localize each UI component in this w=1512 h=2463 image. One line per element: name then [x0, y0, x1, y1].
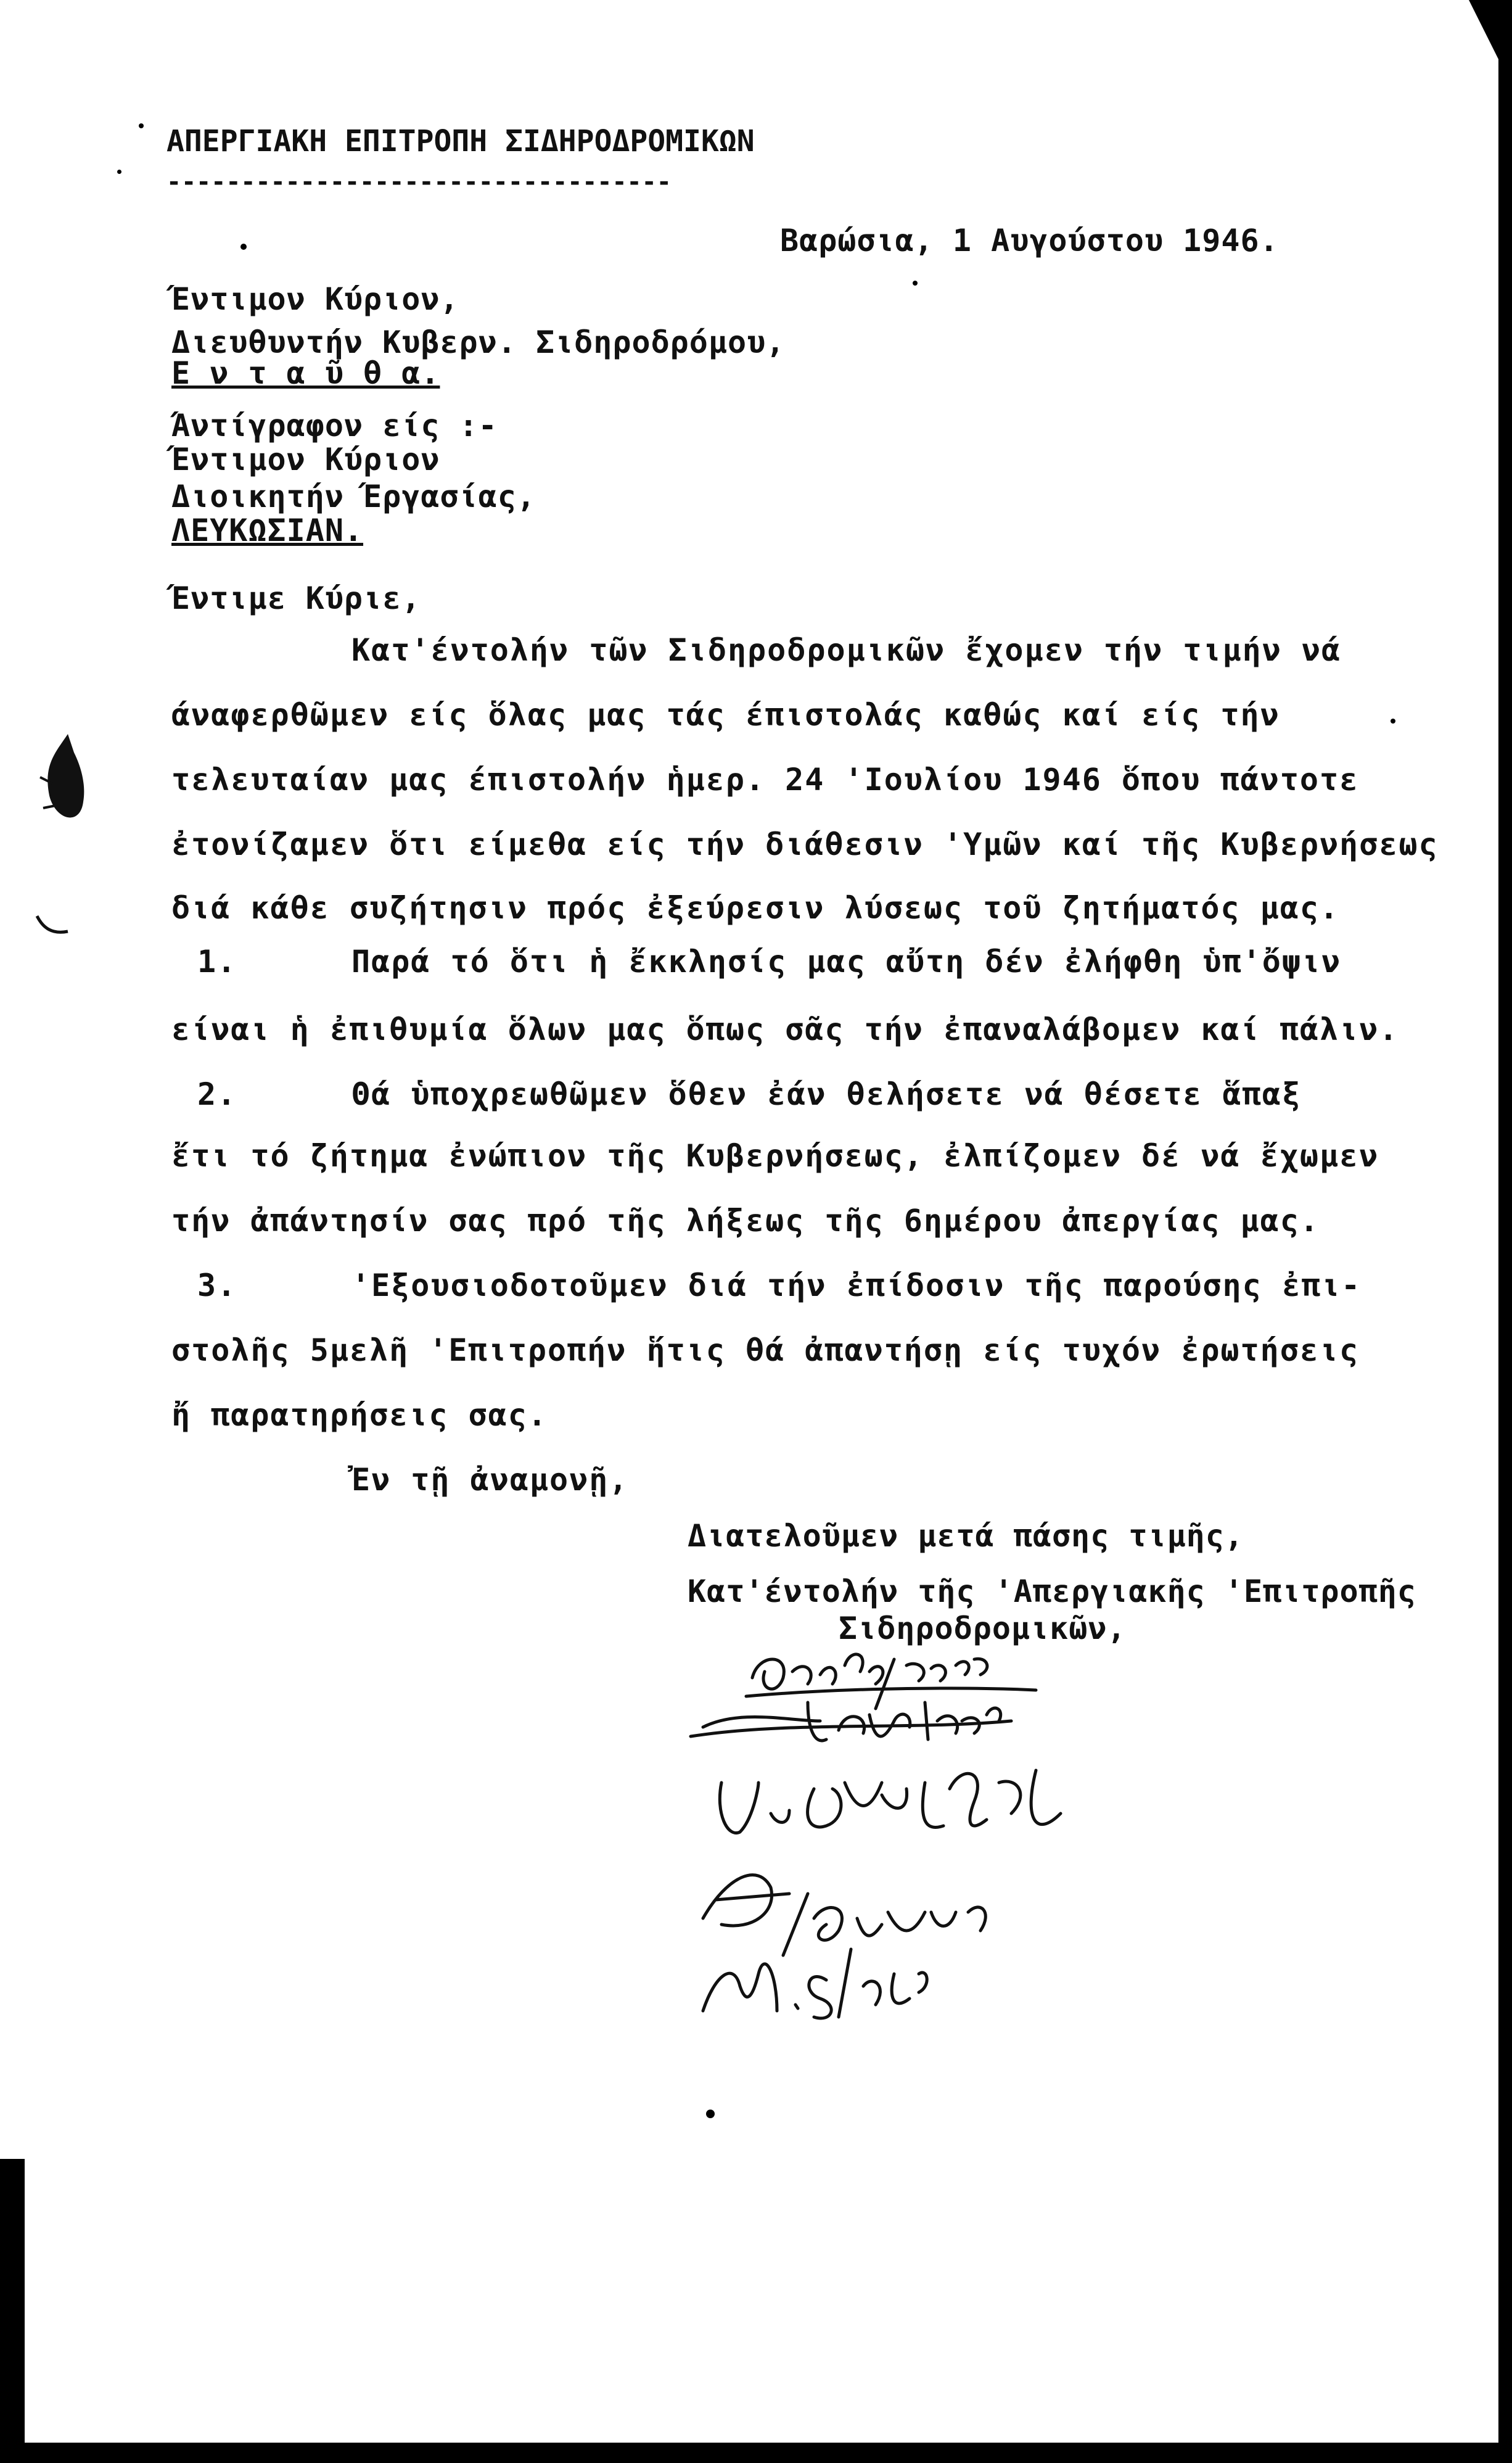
body-line-5: διά κάθε συζήτησιν πρός ἐξεύρεσιν λύσεως τοῦ ζητήματός μας.	[171, 890, 1340, 926]
item-number-3: 3.	[197, 1268, 237, 1303]
scan-speck-5	[139, 123, 144, 128]
closing-line-1: Διατελοῦμεν μετά πάσης τιμῆς,	[688, 1518, 1244, 1554]
body-line-12: στολῆς 5μελῆ 'Επιτροπήν ἥτις θά ἀπαντήσῃ είς τυχόν ἐρωτήσεις	[171, 1332, 1360, 1368]
item-number-1: 1.	[197, 944, 237, 980]
body-line-13: ἤ παρατηρήσεις σας.	[171, 1397, 548, 1433]
scan-speck-2	[913, 281, 918, 286]
salutation: Έντιμε Κύριε,	[171, 580, 421, 616]
awaiting-line: Ἐν τῇ ἀναμονῇ,	[351, 1462, 629, 1498]
copy-to-line-4: ΛΕΥΚΩΣΙΑΝ.	[171, 513, 364, 548]
letterhead-committee: ΑΠΕΡΓΙΑΚΗ ΕΠΙΤΡΟΠΗ ΣΙΔΗΡΟΔΡΟΜΙΚΩΝ	[166, 124, 755, 159]
item-number-2: 2.	[197, 1076, 237, 1112]
recipient-line-1: Έντιμον Κύριον,	[171, 281, 459, 317]
letterhead-rule: ----------------------------------	[166, 168, 672, 196]
closing-line-2: Κατ'έντολήν τῆς 'Απεργιακῆς 'Επιτροπῆς	[688, 1574, 1416, 1609]
copy-to-line-3: Διοικητήν Έργασίας,	[171, 479, 536, 514]
recipient-line-3: Ε ν τ α ῦ θ α.	[171, 355, 440, 391]
scan-mark-left	[34, 913, 71, 938]
scan-speck-6	[117, 170, 121, 174]
handwritten-signatures	[666, 1628, 1283, 2029]
scan-edge-bottom-left	[0, 2159, 25, 2463]
scan-edge-right	[1498, 0, 1512, 2463]
body-line-7: είναι ἡ ἐπιθυμία ὅλων μας ὅπως σᾶς τήν ἐπαναλάβομεν καί πάλιν.	[171, 1012, 1399, 1047]
copy-to-line-1: Άντίγραφον είς :-	[171, 408, 498, 444]
body-line-8: Θά ὑποχρεωθῶμεν ὅθεν ἐάν θελήσετε νά θέσετε ἅπαξ	[351, 1076, 1302, 1112]
ink-blot	[31, 728, 99, 839]
closing-line-3: Σιδηροδρομικῶν,	[839, 1611, 1127, 1646]
scan-speck-3	[1391, 719, 1395, 724]
scan-edge-bottom	[0, 2443, 1512, 2463]
body-line-9: ἔτι τό ζήτημα ἐνώπιον τῆς Κυβερνήσεως, ἐλπίζομεν δέ νά ἔχωμεν	[171, 1138, 1379, 1174]
copy-to-line-2: Έντιμον Κύριον	[171, 442, 440, 477]
body-line-11: 'Εξουσιοδοτοῦμεν διά τήν ἐπίδοσιν τῆς παρούσης ἐπι-	[351, 1268, 1362, 1303]
scan-speck-4	[706, 2110, 715, 2118]
body-line-2: άναφερθῶμεν είς ὅλας μας τάς έπιστολάς καθώς καί είς τήν	[171, 697, 1280, 733]
body-line-1: Κατ'έντολήν τῶν Σιδηροδρομικῶν ἔχομεν τήν τιμήν νά	[351, 632, 1342, 668]
date-line: Βαρώσια, 1 Αυγούστου 1946.	[780, 223, 1279, 258]
body-line-4: ἐτονίζαμεν ὅτι είμεθα είς τήν διάθεσιν 'Υμῶν καί τῆς Κυβερνήσεως	[171, 827, 1439, 862]
body-line-6: Παρά τό ὅτι ἡ ἔκκλησίς μας αὔτη δέν ἐλήφθη ὑπ'ὄψιν	[351, 944, 1342, 980]
body-line-3: τελευταίαν μας έπιστολήν ἡμερ. 24 'Ιουλίου 1946 ὅπου πάντοτε	[171, 762, 1360, 798]
recipient-line-2: Διευθυντήν Κυβερν. Σιδηροδρόμου,	[171, 324, 786, 360]
scan-speck-1	[240, 244, 247, 250]
body-line-10: τήν ἀπάντησίν σας πρό τῆς λήξεως τῆς 6ημέρου ἀπεργίας μας.	[171, 1203, 1320, 1239]
